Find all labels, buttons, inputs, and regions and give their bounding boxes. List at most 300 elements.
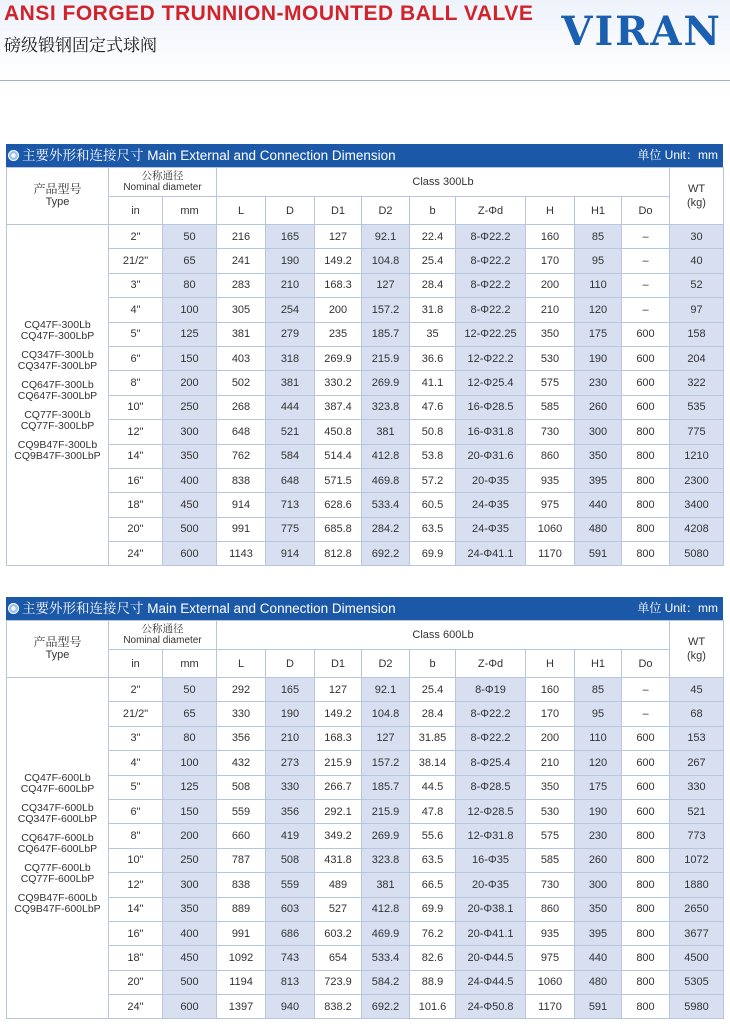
table-cell: 508 — [266, 848, 315, 872]
weight-header — [670, 621, 724, 678]
table-cell: 571.5 — [315, 468, 362, 492]
model-group — [7, 773, 108, 795]
table-cell: 444 — [266, 395, 315, 419]
table-cell: 600 — [163, 542, 217, 566]
table-cell: 175 — [575, 775, 622, 799]
table-cell: 800 — [622, 970, 670, 994]
table-cell: 16" — [109, 921, 163, 945]
bullet-icon — [8, 150, 19, 161]
table-cell: 914 — [217, 493, 266, 517]
table-cell: 500 — [163, 970, 217, 994]
table-row — [7, 946, 724, 970]
table-cell: 1397 — [217, 995, 266, 1019]
table-row — [7, 995, 724, 1019]
table-cell: 125 — [163, 775, 217, 799]
model-name: CQ647F-300Lb — [21, 379, 94, 392]
table-cell: 800 — [622, 848, 670, 872]
table-cell: 66.5 — [410, 873, 456, 897]
table-cell: 215.9 — [362, 799, 410, 823]
table-cell: 508 — [217, 775, 266, 799]
table-cell: 440 — [575, 493, 622, 517]
table-cell: 200 — [163, 824, 217, 848]
table-cell: 50 — [163, 678, 217, 702]
table-cell: 585 — [526, 848, 575, 872]
weight-header-unit: (kg) — [687, 650, 706, 662]
table-cell: 330.2 — [315, 371, 362, 395]
table-cell: 63.5 — [410, 517, 456, 541]
table-cell: 170 — [526, 702, 575, 726]
table-row — [7, 249, 724, 273]
weight-header-unit: (kg) — [687, 197, 706, 209]
table-cell: 50 — [163, 225, 217, 249]
table-cell: 30 — [670, 225, 724, 249]
table-cell: 991 — [217, 921, 266, 945]
table-cell: 2650 — [670, 897, 724, 921]
table-cell: 16-Φ35 — [456, 848, 526, 872]
table-cell: 40 — [670, 249, 724, 273]
table-cell: 800 — [622, 542, 670, 566]
table-cell: 241 — [217, 249, 266, 273]
table-cell: 14" — [109, 897, 163, 921]
table-cell: 157.2 — [362, 298, 410, 322]
nominal-diameter-en: Nominal diameter — [123, 635, 202, 646]
table-cell: 168.3 — [315, 273, 362, 297]
table-cell: 559 — [217, 799, 266, 823]
table-cell: 254 — [266, 298, 315, 322]
table-cell: 273 — [266, 751, 315, 775]
column-header: L — [217, 650, 266, 678]
table-cell: 125 — [163, 322, 217, 346]
table-cell: 480 — [575, 517, 622, 541]
table-cell: 50.8 — [410, 420, 456, 444]
table-cell: 940 — [266, 995, 315, 1019]
unit-label: 单位 Unit：mm — [637, 148, 718, 162]
table-row — [7, 921, 724, 945]
table-cell: 480 — [575, 970, 622, 994]
table-cell: 591 — [575, 995, 622, 1019]
table-cell: 527 — [315, 897, 362, 921]
table-row — [7, 517, 724, 541]
table-cell: 775 — [670, 420, 724, 444]
table-cell: 2" — [109, 225, 163, 249]
table-cell: 12-Φ28.5 — [456, 799, 526, 823]
table-cell: 762 — [217, 444, 266, 468]
dimension-table — [6, 167, 724, 566]
table-cell: 12-Φ22.2 — [456, 346, 526, 370]
table-cell: 80 — [163, 273, 217, 297]
column-header: D — [266, 197, 315, 225]
table-cell: 521 — [670, 799, 724, 823]
table-cell: 469.9 — [362, 921, 410, 945]
table-cell: 150 — [163, 346, 217, 370]
table-cell: 230 — [575, 824, 622, 848]
column-header: H — [526, 650, 575, 678]
table-cell: 603 — [266, 897, 315, 921]
table-cell: 110 — [575, 273, 622, 297]
table-cell: 168.3 — [315, 726, 362, 750]
table-cell: 160 — [526, 225, 575, 249]
table-cell: 97 — [670, 298, 724, 322]
table-cell: 2" — [109, 678, 163, 702]
table-cell: 210 — [266, 726, 315, 750]
table-cell: 69.9 — [410, 542, 456, 566]
table-cell: 4500 — [670, 946, 724, 970]
model-group — [7, 350, 108, 372]
table-cell: 530 — [526, 346, 575, 370]
table-cell: 800 — [622, 444, 670, 468]
table-cell: 350 — [526, 775, 575, 799]
table-cell: 686 — [266, 921, 315, 945]
table-cell: 12-Φ22.25 — [456, 322, 526, 346]
table-cell: 104.8 — [362, 702, 410, 726]
model-name: CQ47F-600Lb — [24, 772, 91, 785]
table-cell: 813 — [266, 970, 315, 994]
table-cell: 914 — [266, 542, 315, 566]
table-cell: 975 — [526, 946, 575, 970]
table-cell: 450 — [163, 946, 217, 970]
column-header: D2 — [362, 197, 410, 225]
column-header: D — [266, 650, 315, 678]
table-cell: 1060 — [526, 517, 575, 541]
table-cell: 8-Φ25.4 — [456, 751, 526, 775]
table-cell: 268 — [217, 395, 266, 419]
table-cell: 24-Φ35 — [456, 517, 526, 541]
table-cell: 600 — [622, 395, 670, 419]
table-cell: 800 — [622, 493, 670, 517]
table-cell: 269.9 — [362, 371, 410, 395]
table-cell: 838 — [217, 873, 266, 897]
table-cell: 190 — [575, 346, 622, 370]
table-cell: 127 — [315, 225, 362, 249]
table-cell: 395 — [575, 921, 622, 945]
table-cell: 530 — [526, 799, 575, 823]
table-cell: 349.2 — [315, 824, 362, 848]
table-cell: 175 — [575, 322, 622, 346]
table-cell: 53.8 — [410, 444, 456, 468]
table-cell: 381 — [362, 873, 410, 897]
table-cell: 55.6 — [410, 824, 456, 848]
table-cell: 800 — [622, 873, 670, 897]
table-cell: 16-Φ28.5 — [456, 395, 526, 419]
table-cell: 502 — [217, 371, 266, 395]
column-header: b — [410, 650, 456, 678]
table-cell: 1060 — [526, 970, 575, 994]
table-row — [7, 322, 724, 346]
table-cell: 24-Φ44.5 — [456, 970, 526, 994]
table-cell: 387.4 — [315, 395, 362, 419]
model-name: CQ347F-600Lb — [21, 802, 94, 815]
table-cell: 52 — [670, 273, 724, 297]
table-cell: 235 — [315, 322, 362, 346]
column-header: D1 — [315, 650, 362, 678]
table-cell: 330 — [266, 775, 315, 799]
table-cell: 204 — [670, 346, 724, 370]
model-group — [7, 863, 108, 885]
table-cell: 24-Φ50.8 — [456, 995, 526, 1019]
table-cell: 279 — [266, 322, 315, 346]
table-cell: 600 — [622, 371, 670, 395]
section-class-300 — [6, 144, 723, 566]
table-cell: 38.14 — [410, 751, 456, 775]
table-cell: 773 — [670, 824, 724, 848]
table-cell: 210 — [526, 298, 575, 322]
table-cell: 412.8 — [362, 444, 410, 468]
table-cell: 1210 — [670, 444, 724, 468]
table-cell: 260 — [575, 395, 622, 419]
model-name: CQ47F-600LbP — [20, 783, 95, 796]
table-cell: 22.4 — [410, 225, 456, 249]
model-name: CQ9B47F-300LbP — [14, 450, 101, 463]
table-cell: 216 — [217, 225, 266, 249]
table-cell: 730 — [526, 873, 575, 897]
table-cell: 660 — [217, 824, 266, 848]
table-row — [7, 751, 724, 775]
table-cell: 8" — [109, 824, 163, 848]
table-cell: 47.6 — [410, 395, 456, 419]
table-cell: 20-Φ35 — [456, 468, 526, 492]
table-row — [7, 420, 724, 444]
model-name: CQ647F-300LbP — [17, 390, 98, 403]
table-cell: 323.8 — [362, 848, 410, 872]
table-cell: 654 — [315, 946, 362, 970]
table-cell: 36.6 — [410, 346, 456, 370]
table-cell: 100 — [163, 751, 217, 775]
table-cell: 284.2 — [362, 517, 410, 541]
table-cell: 889 — [217, 897, 266, 921]
table-cell: – — [622, 249, 670, 273]
nominal-diameter-en: Nominal diameter — [123, 182, 202, 193]
table-cell: 3400 — [670, 493, 724, 517]
model-list — [7, 225, 109, 566]
type-header-en: Type — [45, 649, 70, 661]
table-cell: 723.9 — [315, 970, 362, 994]
table-cell: 975 — [526, 493, 575, 517]
table-row — [7, 444, 724, 468]
table-cell: 47.8 — [410, 799, 456, 823]
table-cell: 250 — [163, 848, 217, 872]
table-cell: 8-Φ22.2 — [456, 702, 526, 726]
column-header: mm — [163, 197, 217, 225]
table-cell: 350 — [575, 897, 622, 921]
table-cell: 92.1 — [362, 678, 410, 702]
table-cell: 20" — [109, 517, 163, 541]
table-cell: 283 — [217, 273, 266, 297]
table-cell: 431.8 — [315, 848, 362, 872]
table-cell: 600 — [163, 995, 217, 1019]
nominal-diameter-header — [109, 621, 217, 650]
table-cell: 584.2 — [362, 970, 410, 994]
table-cell: 8-Φ22.2 — [456, 298, 526, 322]
table-cell: 18" — [109, 493, 163, 517]
table-cell: 63.5 — [410, 848, 456, 872]
table-cell: 110 — [575, 726, 622, 750]
table-cell: 10" — [109, 395, 163, 419]
model-name: CQ647F-600Lb — [21, 832, 94, 845]
table-cell: 356 — [266, 799, 315, 823]
type-header-cn: 产品型号 — [33, 182, 82, 196]
model-group — [7, 410, 108, 432]
table-header-row — [7, 168, 724, 197]
table-cell: 20-Φ35 — [456, 873, 526, 897]
table-cell: 1092 — [217, 946, 266, 970]
table-cell: 200 — [526, 726, 575, 750]
table-cell: 440 — [575, 946, 622, 970]
model-name: CQ47F-300LbP — [20, 330, 95, 343]
table-cell: 80 — [163, 726, 217, 750]
nominal-diameter-cn: 公称通径 — [141, 623, 184, 635]
table-cell: 450 — [163, 493, 217, 517]
table-cell: 69.9 — [410, 897, 456, 921]
table-cell: 5" — [109, 322, 163, 346]
table-cell: 8" — [109, 371, 163, 395]
table-cell: 16-Φ31.8 — [456, 420, 526, 444]
table-cell: 800 — [622, 995, 670, 1019]
table-cell: 10" — [109, 848, 163, 872]
model-group — [7, 893, 108, 915]
column-header: Do — [622, 650, 670, 678]
table-cell: 266.7 — [315, 775, 362, 799]
column-header: H1 — [575, 650, 622, 678]
table-cell: 210 — [266, 273, 315, 297]
table-cell: 31.85 — [410, 726, 456, 750]
weight-header-label: WT — [687, 183, 706, 195]
table-cell: 692.2 — [362, 995, 410, 1019]
model-group — [7, 440, 108, 462]
table-cell: 4208 — [670, 517, 724, 541]
table-cell: 300 — [575, 873, 622, 897]
model-group — [7, 320, 108, 342]
table-cell: 21/2" — [109, 702, 163, 726]
table-cell: – — [622, 273, 670, 297]
table-cell: 713 — [266, 493, 315, 517]
table-cell: 24" — [109, 995, 163, 1019]
table-cell: 95 — [575, 702, 622, 726]
table-cell: 330 — [217, 702, 266, 726]
table-cell: 20" — [109, 970, 163, 994]
table-cell: 775 — [266, 517, 315, 541]
table-row — [7, 824, 724, 848]
table-cell: 692.2 — [362, 542, 410, 566]
table-cell: 269.9 — [315, 346, 362, 370]
table-cell: 400 — [163, 468, 217, 492]
column-header-row — [7, 650, 724, 678]
table-cell: 935 — [526, 921, 575, 945]
page-title: ANSI FORGED TRUNNION-MOUNTED BALL VALVE — [4, 2, 534, 25]
table-cell: 1072 — [670, 848, 724, 872]
table-cell: 215.9 — [362, 346, 410, 370]
column-header: Z-Φd — [456, 197, 526, 225]
table-cell: 269.9 — [362, 824, 410, 848]
model-name: CQ9B47F-300Lb — [17, 439, 98, 452]
table-row — [7, 468, 724, 492]
table-cell: 330 — [670, 775, 724, 799]
table-cell: 838 — [217, 468, 266, 492]
weight-header-label: WT — [687, 636, 706, 648]
table-cell: 157.2 — [362, 751, 410, 775]
table-cell: 8-Φ22.2 — [456, 225, 526, 249]
table-cell: 838.2 — [315, 995, 362, 1019]
model-name: CQ47F-300Lb — [24, 319, 91, 332]
table-cell: 395 — [575, 468, 622, 492]
table-cell: 800 — [622, 921, 670, 945]
class-header: Class 600Lb — [217, 621, 670, 650]
table-cell: 403 — [217, 346, 266, 370]
table-cell: 185.7 — [362, 322, 410, 346]
table-cell: 730 — [526, 420, 575, 444]
table-cell: 584 — [266, 444, 315, 468]
section-title: 主要外形和连接尺寸 Main External and Connection Dimension — [22, 148, 396, 163]
table-cell: 149.2 — [315, 249, 362, 273]
table-cell: 250 — [163, 395, 217, 419]
table-cell: 190 — [575, 799, 622, 823]
table-cell: 165 — [266, 225, 315, 249]
column-header: L — [217, 197, 266, 225]
table-cell: 787 — [217, 848, 266, 872]
model-name: CQ647F-600LbP — [17, 843, 98, 856]
column-header: in — [109, 197, 163, 225]
table-cell: 85 — [575, 678, 622, 702]
table-cell: 4" — [109, 298, 163, 322]
table-row — [7, 848, 724, 872]
column-header: mm — [163, 650, 217, 678]
brand-logo: VIRAN — [561, 8, 722, 55]
table-cell: 812.8 — [315, 542, 362, 566]
table-cell: 31.8 — [410, 298, 456, 322]
table-cell: 127 — [362, 273, 410, 297]
table-cell: 323.8 — [362, 395, 410, 419]
table-header-row — [7, 621, 724, 650]
table-cell: 16" — [109, 468, 163, 492]
type-header — [7, 621, 109, 678]
table-cell: 412.8 — [362, 897, 410, 921]
table-cell: 600 — [622, 726, 670, 750]
table-row — [7, 493, 724, 517]
table-cell: 800 — [622, 824, 670, 848]
section-header-bar — [6, 597, 723, 620]
table-cell: 5" — [109, 775, 163, 799]
model-name: CQ9B47F-600LbP — [14, 903, 101, 916]
table-cell: 12-Φ31.8 — [456, 824, 526, 848]
table-cell: 489 — [315, 873, 362, 897]
table-cell: 200 — [526, 273, 575, 297]
nominal-diameter-header — [109, 168, 217, 197]
table-cell: 8-Φ22.2 — [456, 273, 526, 297]
table-cell: 400 — [163, 921, 217, 945]
table-cell: 120 — [575, 298, 622, 322]
table-cell: 230 — [575, 371, 622, 395]
table-cell: 18" — [109, 946, 163, 970]
table-cell: 381 — [217, 322, 266, 346]
table-cell: 6" — [109, 799, 163, 823]
table-cell: 1170 — [526, 995, 575, 1019]
model-name: CQ77F-300Lb — [24, 409, 91, 422]
table-cell: 318 — [266, 346, 315, 370]
type-header-cn: 产品型号 — [33, 635, 82, 649]
table-cell: 12" — [109, 873, 163, 897]
table-cell: 800 — [622, 946, 670, 970]
table-cell: 600 — [622, 346, 670, 370]
model-group — [7, 833, 108, 855]
table-row — [7, 970, 724, 994]
table-cell: 500 — [163, 517, 217, 541]
table-cell: 101.6 — [410, 995, 456, 1019]
table-cell: 60.5 — [410, 493, 456, 517]
nominal-diameter-cn: 公称通径 — [141, 170, 184, 182]
table-cell: 200 — [163, 371, 217, 395]
class-header: Class 300Lb — [217, 168, 670, 197]
table-cell: 600 — [622, 775, 670, 799]
table-cell: 65 — [163, 249, 217, 273]
